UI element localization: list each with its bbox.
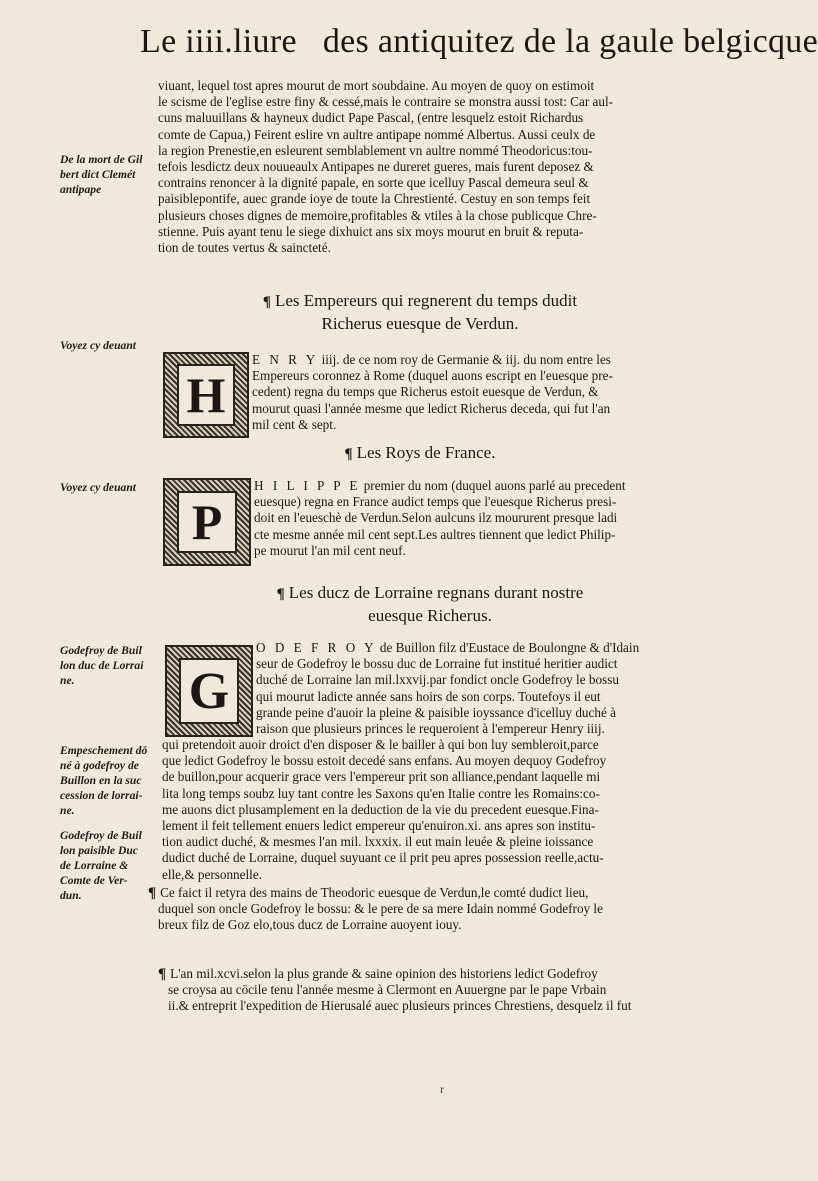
text-line: se croysa au cōcile tenu l'année mesme à Clermont en Auuergne par le pape Vrbain [168, 982, 607, 998]
margin-note-line: cession de lorrai- [60, 789, 143, 802]
title-right: des antiquitez de la gaule belgicque [322, 23, 818, 60]
margin-note-death-gilbert [60, 152, 156, 197]
pilcrow-icon: ¶ [158, 966, 167, 982]
small-caps-lead: E N R Y [252, 352, 319, 367]
emperors-paragraph [252, 352, 678, 433]
text-line: plusieurs choses dignes de memoire,profitables & vtiles à la chose publicque Chre- [158, 207, 597, 223]
text-line: lita long temps soubz luy tant contre les Saxons qu'en Italie contre les Romains:co- [162, 785, 600, 801]
heading-emperors [200, 290, 640, 335]
initial-letter: H [177, 364, 235, 426]
margin-note-godefroy-paisible [60, 828, 156, 903]
text-line [252, 352, 678, 368]
kings-paragraph [254, 478, 678, 559]
margin-note-line: dun. [60, 889, 82, 902]
text-line: mourut quasi l'année mesme que ledict Richerus deceda, qui fut l'an [252, 400, 611, 416]
margin-note-line: lon duc de Lorrai [60, 659, 144, 672]
text-line: paisiblepontife, auec grande ioye de toute la Chrestienté. Cestuy en son temps feit [158, 191, 591, 207]
pilcrow-icon: ¶ [344, 446, 353, 462]
text-line: qui mourut ladicte année sans hoirs de son corps. Toutefoys il eut [256, 688, 601, 704]
intro-paragraph [158, 78, 676, 256]
text-line: cuns maluuillans & hayneux dudict Pape Pascal, (entre lesquelz estoit Richardus [158, 110, 584, 126]
small-caps-lead: H I L I P P E [254, 478, 361, 493]
text-line: stienne. Puis ayant tenu le siege dixhuict ans six moys mourut en bruit & reputa- [158, 223, 584, 239]
page-title [140, 22, 818, 62]
margin-note-line: de Lorraine & [60, 859, 129, 872]
pilcrow-icon: ¶ [262, 294, 271, 310]
text-line: viuant, lequel tost apres mourut de mort soubdaine. Au moyen de quoy on estimoit [158, 78, 595, 93]
small-caps-lead: O D E F R O Y [256, 640, 377, 655]
text-line: elle,& personnelle. [162, 866, 262, 882]
text-line: qui pretendoit auoir droict d'en disposer & le bailler à qui bon luy sembleroit,parce [162, 737, 599, 752]
text-line: Empereurs coronnez à Rome (duquel auons escript en l'euesque pre- [252, 368, 613, 384]
text-line-rest: premier du nom (duquel auons parlé au precedent [360, 478, 626, 493]
title-left: Le iiii.liure [140, 23, 297, 60]
text-line [148, 885, 678, 901]
text-line [256, 640, 678, 656]
margin-note-line: lon paisible Duc [60, 844, 138, 857]
dukes-paragraph-continued [162, 737, 678, 883]
heading-dukes [240, 582, 620, 627]
text-line: tion de toutes vertus & saincteté. [158, 240, 331, 256]
heading-dukes-line-2: euesque Richerus. [368, 606, 492, 625]
initial-H-ornament [163, 352, 249, 438]
text-line: contrains renoncer à la dignité papale, en sorte que icelluy Pascal demeura seul & [158, 175, 589, 191]
text-line: de buillon,pour acquerir grace vers l'empereur prit son alliance,pendant laquelle mi [162, 769, 601, 785]
heading-kings-text: Les Roys de France. [356, 443, 496, 462]
text-line: cte mesme année mil cent sept.Les aultres tiennent que ledict Philip- [254, 526, 616, 542]
pilcrow-icon: ¶ [148, 885, 157, 901]
margin-note-line: antipape [60, 183, 102, 196]
initial-P-ornament [163, 478, 251, 566]
initial-G-ornament [165, 645, 253, 737]
text-line: euesque) regna en France audict temps que l'euesque Richerus presi- [254, 494, 617, 510]
margin-note-voyez-2: Voyez cy deuant [60, 481, 136, 494]
page-mark: r [440, 1082, 444, 1096]
text-line: dudict duché de Lorraine, duquel suyuant ce il prit peu apres possession reelle,actu- [162, 850, 604, 866]
margin-note-voyez-1: Voyez cy deuant [60, 339, 136, 352]
text-line: grande peine d'auoir la pleine & paisible ioyssance d'icelluy duché à [256, 704, 616, 720]
text-line: breux filz de Goz elo,tous ducz de Lorraine auoyent iouy. [158, 917, 462, 933]
text-line: duquel son oncle Godefroy le bossu: & le pere de sa mere Idain nommé Godefroy le [158, 901, 603, 917]
text-line-rest: de Buillon filz d'Eustace de Boulongne & d'Idain [376, 640, 640, 655]
text-line: ii.& entreprit l'expedition de Hierusalé auec plusieurs princes Chrestiens, desquelz il fut [168, 998, 632, 1014]
text-line: doit en l'eueschè de Verdun.Selon aulcuns ilz moururent presque ladi [254, 510, 618, 526]
text-line: que ledict Godefroy le bossu estoit decedé sans enfans. Au moyen dequoy Godefroy [162, 753, 607, 769]
margin-note-line: ne. [60, 674, 75, 687]
margin-note-line: bert dict Clemét [60, 168, 136, 181]
text-line: pe mourut l'an mil cent neuf. [254, 542, 406, 558]
text-line: raison que plusieurs princes le requeroient à l'empereur Henry iiij. [256, 721, 605, 737]
text-line-rest: iiij. de ce nom roy de Germanie & iij. du nom entre les [318, 352, 611, 367]
text-line: le scisme de l'eglise estre finy & cessé,mais le contraire se monstra aussi tost: Car aul- [158, 94, 614, 110]
margin-note-line: Godefroy de Buil [60, 829, 142, 842]
margin-note-line: Empeschement dō [60, 744, 148, 757]
text-line: tion audict duché, & mesmes l'an mil. lxxxix. il eut main leuée & pleine ioissance [162, 834, 594, 850]
text-line-rest: Ce faict il retyra des mains de Theodoric euesque de Verdun,le comté dudict lieu, [160, 885, 589, 900]
text-line: tefois lesdictz deux nouueaulx Antipapes ne dureret gueres, mais furent deposez & [158, 159, 594, 175]
heading-kings [300, 442, 540, 465]
text-line: comte de Capua,) Feirent eslire vn aultre antipape nommé Albertus. Aussi ceulx de [158, 126, 596, 142]
heading-emperors-line-1: Les Empereurs qui regnerent du temps dudit [274, 291, 578, 310]
dukes-paragraph-beside-initial [256, 640, 678, 737]
text-line: lement il feit tellement enuers ledict empereur qu'enuiron.xi. ans apres son institu- [162, 818, 596, 834]
margin-note-line: ne. [60, 804, 75, 817]
margin-note-line: Comte de Ver- [60, 874, 128, 887]
initial-letter: P [177, 491, 237, 553]
text-line: me auons dict plusamplement en la deduction de la vie du precedent euesque.Fina- [162, 801, 599, 817]
heading-dukes-line-1: Les ducz de Lorraine regnans durant nostre [288, 583, 584, 602]
initial-letter: G [179, 658, 239, 724]
text-line [158, 966, 678, 982]
margin-note-empeschement [60, 743, 156, 818]
text-line: cedent) regna du temps que Richerus estoit euesque de Verdun, & [252, 384, 599, 400]
pilcrow-icon: ¶ [276, 586, 285, 602]
margin-note-line: Buillon en la suc [60, 774, 142, 787]
text-line: duché de Lorraine lan mil.lxxvij.par fondict oncle Godefroy le bossu [256, 672, 619, 688]
margin-note-line: né à godefroy de [60, 759, 139, 772]
text-line [254, 478, 678, 494]
margin-note-line: De la mort de Gil [60, 153, 143, 166]
text-line: seur de Godefroy le bossu duc de Lorraine fut institué heritier audict [256, 656, 618, 672]
margin-note-godefroy-duc [60, 643, 156, 688]
heading-emperors-line-2: Richerus euesque de Verdun. [321, 314, 519, 333]
dukes-paragraph-2 [148, 885, 678, 934]
text-line: la region Prenestie,en esleurent semblablement vn aultre nommé Theodoricus:tou- [158, 142, 593, 158]
dukes-paragraph-3 [158, 966, 678, 1015]
text-line-rest: L'an mil.xcvi.selon la plus grande & saine opinion des historiens ledict Godefroy [170, 966, 598, 981]
margin-note-line: Godefroy de Buil [60, 644, 142, 657]
text-line: mil cent & sept. [252, 416, 337, 432]
